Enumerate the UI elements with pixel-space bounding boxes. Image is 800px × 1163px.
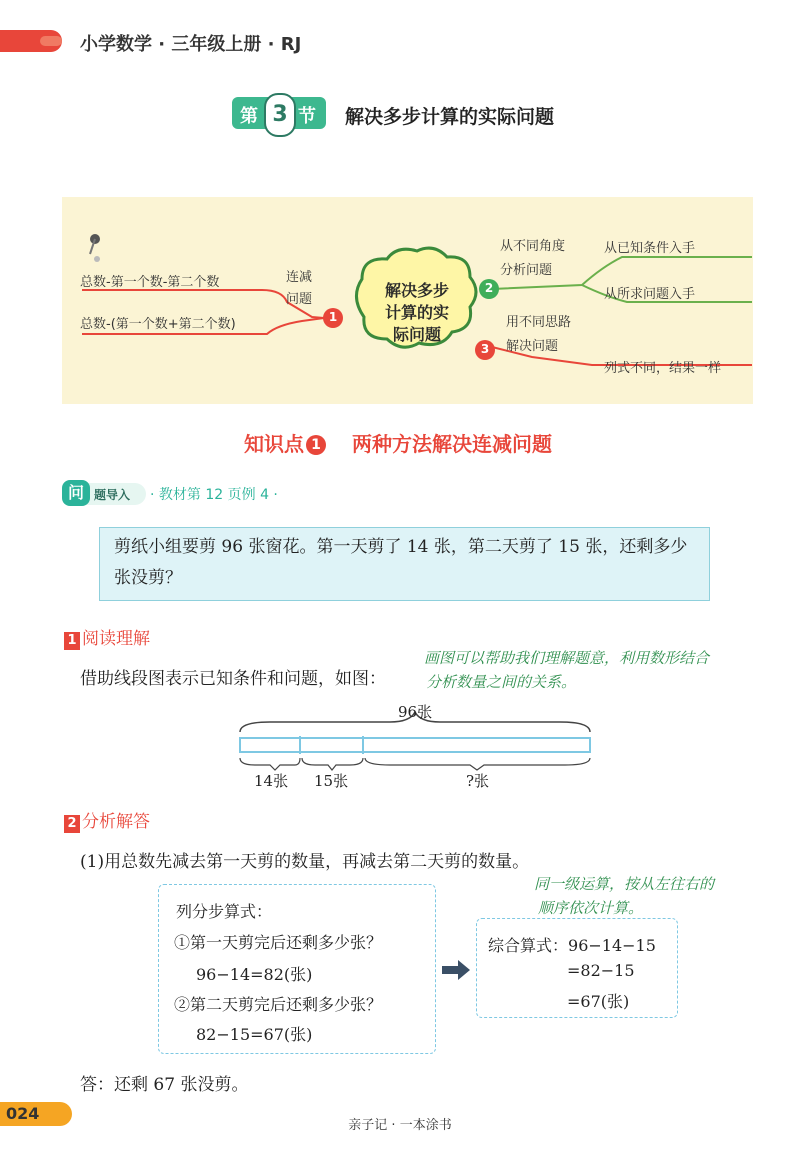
intro-question-icon: 问 bbox=[62, 480, 90, 506]
stepwise-question-2: ②第二天剪完后还剩多少张？ bbox=[174, 995, 383, 1014]
part2-brace bbox=[302, 758, 363, 770]
step1-note-line-1: 画图可以帮助我们理解题意，利用数形结合 bbox=[424, 649, 710, 667]
step1-heading bbox=[64, 624, 150, 650]
knowledge-point-number: 1 bbox=[306, 435, 326, 455]
branch3-label-line-1: 用不同思路 bbox=[506, 315, 572, 330]
stepwise-equation-1: 96−14=82(张) bbox=[196, 965, 313, 984]
knowledge-point-text: 两种方法解决连减问题 bbox=[352, 432, 552, 456]
branch1-label-line-2: 问题 bbox=[286, 292, 313, 307]
book-title: 小学数学 · 三年级上册 · RJ bbox=[80, 34, 302, 55]
step2-number: 2 bbox=[64, 815, 80, 833]
knowledge-point-prefix: 知识点 bbox=[244, 432, 304, 456]
knowledge-point-title bbox=[244, 428, 552, 457]
part1-label: 14张 bbox=[254, 772, 289, 790]
combined-expression: 96−14−15 bbox=[568, 936, 656, 955]
step1-title: 阅读理解 bbox=[82, 629, 150, 649]
header-accent-dot bbox=[40, 36, 62, 46]
stepwise-question-1: ①第一天剪完后还剩多少张？ bbox=[174, 933, 383, 952]
step2-note-line-1: 同一级运算，按从左往右的 bbox=[534, 875, 715, 893]
step2-note-line-2: 顺序依次计算。 bbox=[538, 899, 644, 917]
page-number: 024 bbox=[0, 1102, 72, 1126]
step1-text: 借助线段图表示已知条件和问题，如图： bbox=[80, 669, 386, 689]
branch2-item-1: 从已知条件入手 bbox=[604, 241, 696, 256]
footer-text: 亲子记 · 一本涂书 bbox=[348, 1118, 452, 1133]
part3-label: ?张 bbox=[466, 772, 490, 790]
branch1-label bbox=[286, 267, 312, 311]
problem-text: 剪纸小组要剪 96 张窗花。第一天剪了 14 张，第二天剪了 15 张，还剩多少张没剪？ bbox=[114, 537, 688, 588]
section-label-after: 节 bbox=[298, 106, 316, 127]
branch1-item-1: 总数-第一个数-第二个数 bbox=[80, 275, 220, 290]
branch3-number: 3 bbox=[480, 342, 490, 356]
segment-bar bbox=[240, 738, 590, 752]
part1-brace bbox=[240, 758, 300, 770]
branch2-label-line-2: 分析问题 bbox=[500, 263, 553, 278]
branch2-label-line-1: 从不同角度 bbox=[500, 239, 566, 254]
branch3-item-1: 列式不同，结果一样 bbox=[604, 361, 722, 376]
step1-number: 1 bbox=[64, 632, 80, 650]
branch3-label bbox=[506, 311, 571, 359]
stepwise-title: 列分步算式： bbox=[176, 902, 273, 921]
total-label: 96张 bbox=[398, 703, 433, 721]
section-title: 解决多步计算的实际问题 bbox=[345, 106, 555, 128]
arrow-right-icon bbox=[442, 960, 472, 980]
section-number: 3 bbox=[264, 93, 296, 137]
step2-method: (1)用总数先减去第一天剪的数量，再减去第二天剪的数量。 bbox=[80, 852, 530, 872]
part3-brace bbox=[365, 758, 590, 770]
step2-heading bbox=[64, 807, 150, 833]
step2-title: 分析解答 bbox=[82, 812, 150, 832]
combined-line-1 bbox=[488, 933, 656, 956]
branch1-label-line-1: 连减 bbox=[286, 270, 313, 285]
branch1-item-2: 总数-(第一个数+第二个数) bbox=[80, 317, 236, 332]
branch3-label-line-2: 解决问题 bbox=[506, 339, 559, 354]
mind-map bbox=[62, 197, 753, 404]
step1-handwritten-note bbox=[424, 646, 709, 694]
branch2-item-2: 从所求问题入手 bbox=[604, 287, 696, 302]
intro-label: 题导入 bbox=[94, 488, 131, 502]
combined-line-3: =67(张) bbox=[567, 992, 630, 1011]
stepwise-equation-2: 82−15=67(张) bbox=[196, 1025, 313, 1044]
section-label-before: 第 bbox=[240, 106, 258, 127]
branch1-number: 1 bbox=[328, 310, 338, 324]
answer-text: 答：还剩 67 张没剪。 bbox=[80, 1075, 249, 1095]
branch2-label bbox=[500, 235, 565, 283]
step2-handwritten-note bbox=[534, 872, 714, 920]
step1-note-line-2: 分析数量之间的关系。 bbox=[426, 673, 577, 691]
part2-label: 15张 bbox=[314, 772, 349, 790]
textbook-reference: · 教材第 12 页例 4 · bbox=[150, 487, 278, 503]
combined-line-2: =82−15 bbox=[567, 961, 635, 980]
center-line-2: 计算的实 bbox=[384, 303, 449, 322]
branch2-number: 2 bbox=[484, 281, 494, 295]
combined-label: 综合算式： bbox=[488, 936, 569, 955]
center-line-1: 解决多步 bbox=[384, 281, 449, 300]
mind-map-center bbox=[368, 280, 466, 346]
center-line-3: 际问题 bbox=[392, 325, 441, 344]
